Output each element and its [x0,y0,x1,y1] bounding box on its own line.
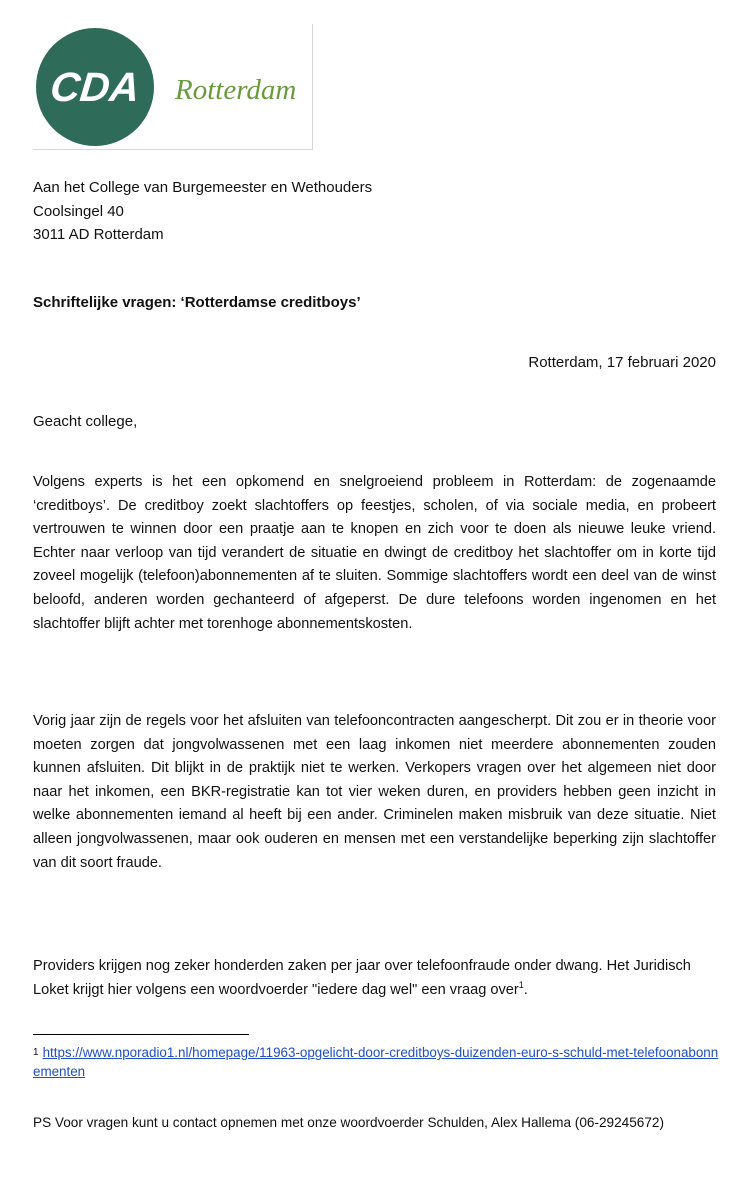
address-line-recipient: Aan het College van Burgemeester en Wethouders [33,179,373,196]
salutation: Geacht college, [33,413,138,430]
postscript-contact: PS Voor vragen kunt u contact opnemen met onze woordvoerder Schulden, Alex Hallema (06-29245672) [33,1115,664,1130]
logo-city-name: Rotterdam [175,74,297,106]
paragraph-intro: Volgens experts is het een opkomend en snelgroeiend probleem in Rotterdam: de zogenaamde ‘creditboys’. De creditboy zoekt slachtoffers op feestjes, scholen, of via sociale media, en probeert vertrouwen te winnen door een praatje aan te knopen en zich voor te doen als nieuwe leuke vriend. Echter naar verloop van tijd verandert de situatie en dwingt de creditboy het slachtoffer om in korte tijd zoveel mogelijk (telefoon)abonnementen af te sluiten. Sommige slachtoffers wordt een deel van de winst beloofd, anderen worden gechanteerd of afgeperst. De dure telefoons worden ingenomen en het slachtoffer blijft achter met torenhoge abonnementskosten. [33,474,716,632]
footnote-marker: 1 [33,1047,39,1058]
cda-rotterdam-logo [33,24,313,150]
recipient-address [33,176,372,247]
footnote [33,1043,723,1081]
footnote-divider [33,1034,249,1035]
cda-logo-mark: CDA [48,63,142,110]
paragraph-providers: Providers krijgen nog zeker honderden zaken per jaar over telefoonfraude onder dwang. Het Juridisch Loket krijgt hier volgens een woordvoerder "iedere dag wel" een vraag over$^1$. [33,958,691,998]
letter-date: Rotterdam, 17 februari 2020 [528,354,716,371]
address-line-street: Coolsingel 40 [33,202,124,220]
footnote-reference[interactable]: 1 [518,979,524,990]
paragraph-providers-text: Providers krijgen nog zeker honderden zaken per jaar over telefoonfraude onder dwang. Het Juridisch Loket krijgt hier volgens een woordvoerder "iedere dag wel" een vraag over [33,958,691,998]
paragraph-rules: Vorig jaar zijn de regels voor het afsluiten van telefooncontracten aangescherpt. Dit zou er in theorie voor moeten zorgen dat jongvolwassenen met een laag inkomen niet meerdere abonnementen zouden kunnen afsluiten. Dit blijkt in de praktijk niet te werken. Verkopers vragen over het algemeen niet door naar het inkomen, een BKR-registratie kan tot vier weken duren, en providers hebben geen inzicht in welke abonnementen iemand al heeft bij een ander. Criminelen maken misbruik van deze situatie. Niet alleen jongvolwassenen, maar ook ouderen en mensen met een verstandelijke beperking zijn slachtoffer van dit soort fraude. [33,713,716,871]
letter-subject: Schriftelijke vragen: ‘Rotterdamse creditboys’ [33,294,361,311]
address-line-city: 3011 AD Rotterdam [33,226,164,243]
footnote-link[interactable]: https://www.nporadio1.nl/homepage/11963-opgelicht-door-creditboys-duizenden-euro-s-schuld-met-telefoonabonnementen [33,1045,719,1079]
